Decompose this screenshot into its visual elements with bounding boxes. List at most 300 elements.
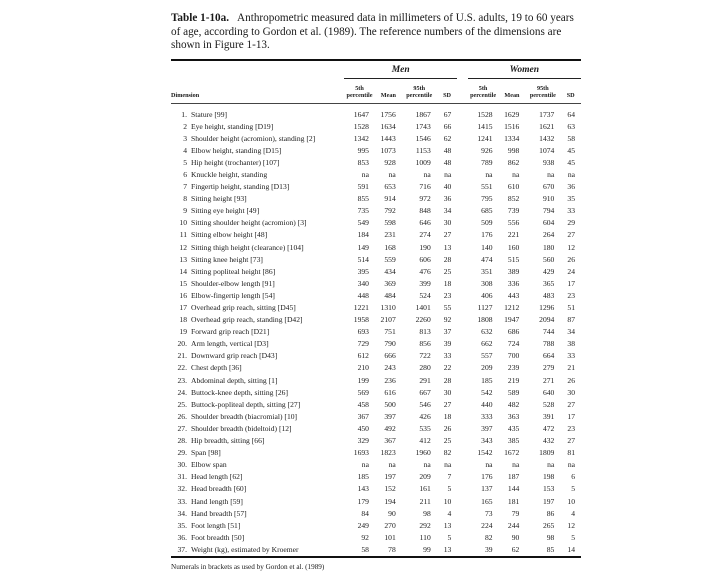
dimension-label: 19 Forward grip reach [D21] — [179, 327, 270, 337]
value-cell: 10 — [567, 496, 575, 506]
dimension-label: 27. Shoulder breadth (bideltoid) [12] — [177, 423, 292, 433]
value-cell: 23 — [567, 290, 575, 300]
value-cell: 271 — [542, 375, 555, 385]
value-cell: 440 — [481, 399, 493, 409]
dimension-label: 30. Elbow span — [177, 460, 227, 470]
value-cell: 87 — [567, 315, 575, 325]
value-cell: 910 — [542, 194, 555, 204]
value-cell: 1958 — [353, 315, 369, 325]
value-cell: 790 — [384, 339, 396, 349]
dimension-label: 4 Elbow height, standing [D15] — [183, 145, 282, 155]
value-cell: 78 — [388, 544, 396, 554]
value-cell: 664 — [542, 351, 555, 361]
value-cell: 36 — [443, 194, 452, 204]
value-cell: 1401 — [415, 303, 431, 312]
table-row — [171, 399, 581, 411]
value-cell: 27 — [443, 230, 452, 240]
value-cell: 686 — [507, 327, 520, 337]
value-cell: 244 — [507, 520, 520, 530]
dimension-label: 35. Foot length [51] — [177, 520, 241, 530]
value-cell: 5 — [571, 484, 575, 494]
value-cell: 855 — [357, 194, 369, 204]
value-cell: 7 — [447, 472, 452, 482]
value-cell: 197 — [542, 496, 555, 506]
table-row — [171, 181, 581, 193]
value-cell: 160 — [507, 242, 520, 252]
value-cell: 472 — [542, 423, 555, 433]
value-cell: 73 — [484, 508, 493, 518]
value-cell: 514 — [357, 254, 369, 264]
value-cell: 39 — [443, 339, 452, 349]
value-cell: na — [423, 169, 431, 179]
value-cell: 23 — [443, 290, 452, 300]
value-cell: 28 — [443, 375, 452, 385]
value-cell: 101 — [384, 532, 396, 542]
value-cell: 1009 — [415, 157, 431, 167]
value-cell: 179 — [357, 496, 369, 506]
column-header: 5th percentile — [346, 84, 373, 99]
value-cell: 197 — [384, 472, 396, 482]
value-cell: 542 — [481, 387, 493, 397]
table-footnote: Numerals in brackets as used by Gordon et al. (1989) — [171, 562, 325, 571]
value-cell: na — [547, 169, 555, 179]
value-cell: 1073 — [380, 145, 396, 155]
value-cell: 38 — [567, 339, 575, 349]
table-row — [171, 338, 581, 350]
value-cell: 632 — [481, 327, 493, 337]
value-cell: 27 — [567, 399, 575, 409]
value-cell: 231 — [384, 230, 396, 240]
value-cell: 39 — [484, 544, 493, 554]
value-cell: 1808 — [477, 315, 493, 325]
value-cell: 646 — [419, 218, 431, 228]
value-cell: 1867 — [415, 109, 431, 119]
value-cell: 1221 — [353, 303, 369, 312]
value-cell: 85 — [546, 544, 555, 554]
value-cell: na — [388, 169, 396, 179]
value-cell: 557 — [481, 351, 493, 361]
value-cell: 5 — [447, 484, 452, 494]
value-cell: 1621 — [539, 121, 555, 131]
value-cell: 1737 — [539, 109, 555, 119]
caption-text: Anthropometric measured data in millimeters of U.S. adults, 19 to 60 years of age, according to Gordon et al. (1989). The reference numbers of the dimensions are shown in Figure 1-13. — [171, 12, 574, 51]
value-cell: 1693 — [353, 448, 369, 458]
value-cell: 848 — [419, 206, 431, 216]
value-cell: 168 — [384, 242, 396, 252]
table-row — [171, 520, 581, 532]
dimension-label: 22. Chest depth [36] — [177, 363, 242, 373]
value-cell: 187 — [507, 472, 520, 482]
value-cell: 640 — [542, 387, 555, 397]
value-cell: 448 — [357, 290, 369, 300]
value-cell: 165 — [481, 496, 493, 506]
value-cell: 591 — [357, 182, 369, 192]
value-cell: 535 — [419, 423, 431, 433]
dimension-label: 11 Sitting elbow height [48] — [179, 230, 268, 240]
table-row — [171, 133, 581, 145]
value-cell: 435 — [507, 423, 520, 433]
value-cell: 329 — [357, 436, 369, 446]
value-cell: 185 — [481, 375, 493, 385]
column-header-dimension: Dimension — [171, 91, 200, 99]
value-cell: 2260 — [415, 315, 431, 325]
value-cell: 13 — [443, 520, 452, 530]
column-header: 95th percentile — [529, 84, 556, 99]
value-cell: 598 — [384, 218, 396, 228]
value-cell: 1809 — [539, 448, 555, 458]
value-cell: 190 — [419, 242, 431, 252]
dimension-label: 3 Shoulder height (acromion), standing [2] — [183, 133, 316, 143]
value-cell: 739 — [507, 206, 520, 216]
value-cell: 1960 — [415, 448, 431, 458]
value-cell: 426 — [419, 411, 431, 421]
value-cell: 280 — [419, 363, 431, 373]
value-cell: 34 — [443, 206, 452, 216]
value-cell: 1296 — [539, 303, 555, 312]
bottom-rule — [171, 557, 581, 561]
value-cell: 27 — [567, 436, 575, 446]
value-cell: 589 — [507, 387, 520, 397]
value-cell: 29 — [567, 218, 575, 228]
value-cell: 67 — [443, 109, 452, 119]
value-cell: 210 — [357, 363, 369, 373]
table-row — [171, 266, 581, 278]
value-cell: 176 — [481, 230, 493, 240]
value-cell: 474 — [481, 254, 493, 264]
table-row — [171, 169, 581, 181]
value-cell: 724 — [507, 339, 520, 349]
value-cell: 852 — [507, 194, 520, 204]
table-row — [171, 109, 581, 121]
value-cell: 395 — [357, 266, 369, 276]
value-cell: 153 — [542, 484, 555, 494]
value-cell: 24 — [567, 266, 575, 276]
value-cell: 483 — [542, 290, 555, 300]
value-cell: 397 — [384, 411, 396, 421]
value-cell: 90 — [511, 532, 520, 542]
value-cell: na — [388, 460, 396, 470]
column-header: 5th percentile — [470, 84, 497, 99]
dimension-label: 15 Shoulder-elbow length [91] — [179, 278, 275, 288]
value-cell: 12 — [567, 520, 575, 530]
value-cell: 17 — [567, 278, 575, 288]
value-cell: 744 — [542, 327, 555, 337]
table-row — [171, 471, 581, 483]
value-cell: 551 — [481, 182, 493, 192]
value-cell: 716 — [419, 182, 431, 192]
value-cell: 4 — [447, 508, 452, 518]
dimension-label: 1. Stature [99] — [181, 109, 228, 119]
table-row — [171, 242, 581, 254]
value-cell: 432 — [542, 436, 555, 446]
value-cell: 389 — [507, 266, 520, 276]
value-cell: 751 — [384, 327, 396, 337]
dimension-label: 32. Head breadth [60] — [177, 484, 247, 494]
value-cell: 700 — [507, 351, 520, 361]
value-cell: 729 — [357, 339, 369, 349]
value-cell: 40 — [443, 182, 452, 192]
value-cell: 1415 — [477, 121, 493, 131]
value-cell: 1947 — [504, 315, 520, 325]
value-cell: na — [485, 169, 493, 179]
table-caption — [171, 12, 581, 53]
column-header: SD — [566, 91, 575, 99]
value-cell: 1432 — [539, 133, 555, 143]
value-cell: 140 — [481, 242, 493, 252]
value-cell: 662 — [481, 339, 493, 349]
value-cell: 1647 — [353, 109, 369, 119]
table-row — [171, 314, 581, 326]
value-cell: 308 — [481, 278, 493, 288]
value-cell: 569 — [357, 387, 369, 397]
value-cell: 476 — [419, 266, 431, 276]
value-cell: 18 — [443, 278, 452, 288]
value-cell: 363 — [507, 411, 520, 421]
dimension-label: 6 Knuckle height, standing — [183, 169, 268, 179]
dimension-label: 31. Head length [62] — [177, 472, 243, 482]
dimension-label: 24. Buttock-knee depth, sitting [26] — [177, 387, 289, 397]
value-cell: 1743 — [415, 121, 431, 131]
value-cell: 4 — [571, 508, 575, 518]
dimension-label: 26. Shoulder breadth (biacromial) [10] — [177, 411, 298, 421]
table-label: Table 1-10a. — [171, 12, 230, 24]
value-cell: 149 — [357, 242, 369, 252]
value-cell: 1310 — [380, 303, 396, 312]
dimension-label: 21. Downward grip reach [D43] — [177, 351, 278, 361]
value-cell: 1334 — [504, 133, 520, 143]
value-cell: 1074 — [539, 145, 555, 155]
value-cell: 735 — [357, 206, 369, 216]
table-row — [171, 411, 581, 423]
value-cell: 92 — [361, 532, 369, 542]
value-cell: 48 — [443, 157, 452, 167]
value-cell: 333 — [481, 411, 493, 421]
value-cell: 6 — [571, 472, 575, 482]
value-cell: 1546 — [415, 133, 431, 143]
value-cell: 90 — [388, 508, 396, 518]
value-cell: 1756 — [380, 109, 396, 119]
value-cell: na — [444, 460, 452, 470]
value-cell: 612 — [357, 351, 369, 361]
value-cell: 1342 — [353, 133, 369, 143]
value-cell: 45 — [567, 145, 575, 155]
table-row — [171, 496, 581, 508]
value-cell: 794 — [542, 206, 555, 216]
dimension-label: 33. Hand length [59] — [177, 496, 243, 506]
value-cell: na — [485, 460, 493, 470]
group-header-men: Men — [391, 64, 410, 75]
value-cell: 48 — [443, 145, 452, 155]
value-cell: 55 — [443, 303, 452, 312]
value-cell: 270 — [384, 520, 396, 530]
value-cell: 26 — [567, 254, 575, 264]
value-cell: na — [567, 460, 575, 470]
value-cell: 412 — [419, 436, 431, 446]
value-cell: 406 — [481, 290, 493, 300]
value-cell: 722 — [419, 351, 431, 361]
value-cell: 693 — [357, 327, 369, 337]
value-cell: 25 — [443, 266, 452, 276]
value-cell: 13 — [443, 544, 452, 554]
value-cell: 33 — [567, 206, 575, 216]
value-cell: 343 — [481, 436, 493, 446]
dimension-label: 9 Sitting eye height [49] — [183, 206, 260, 216]
value-cell: 264 — [542, 230, 555, 240]
value-cell: 25 — [443, 436, 452, 446]
value-cell: 12 — [567, 242, 575, 252]
value-cell: 194 — [384, 496, 396, 506]
value-cell: 1528 — [353, 121, 369, 131]
value-cell: 351 — [481, 266, 493, 276]
value-cell: 938 — [542, 157, 555, 167]
value-cell: 236 — [384, 375, 396, 385]
value-cell: 399 — [419, 278, 431, 288]
value-cell: 653 — [384, 182, 396, 192]
value-cell: na — [512, 460, 520, 470]
value-cell: 36 — [567, 182, 575, 192]
value-cell: 367 — [357, 411, 369, 421]
value-cell: 604 — [542, 218, 555, 228]
value-cell: 144 — [507, 484, 520, 494]
table-row — [171, 326, 581, 338]
column-header: Mean — [380, 91, 396, 99]
value-cell: 1443 — [380, 133, 396, 143]
value-cell: 391 — [542, 411, 555, 421]
value-cell: 928 — [384, 157, 396, 167]
value-cell: 5 — [571, 532, 575, 542]
dimension-label: 25. Buttock-popliteal depth, sitting [27] — [177, 399, 301, 409]
value-cell: 30 — [567, 387, 575, 397]
dimension-label: 12 Sitting thigh height (clearance) [104] — [179, 242, 304, 252]
dimension-label: 2 Eye height, standing [D19] — [183, 121, 274, 131]
value-cell: 367 — [384, 436, 396, 446]
value-cell: 1241 — [477, 133, 493, 143]
value-cell: 914 — [384, 194, 396, 204]
value-cell: 443 — [507, 290, 520, 300]
value-cell: 239 — [507, 363, 520, 373]
table-row — [171, 375, 581, 387]
value-cell: 224 — [481, 520, 493, 530]
value-cell: 1127 — [477, 303, 493, 312]
value-cell: 82 — [443, 448, 452, 458]
table-row — [171, 229, 581, 241]
value-cell: 549 — [357, 218, 369, 228]
value-cell: 279 — [542, 363, 555, 373]
value-cell: 1823 — [380, 448, 396, 458]
value-cell: 63 — [567, 121, 575, 131]
value-cell: na — [547, 460, 555, 470]
value-cell: na — [444, 169, 452, 179]
table-row — [171, 145, 581, 157]
value-cell: 616 — [384, 387, 396, 397]
table-row — [171, 290, 581, 302]
value-cell: 249 — [357, 520, 369, 530]
value-cell: 45 — [567, 157, 575, 167]
table-row — [171, 278, 581, 290]
value-cell: 429 — [542, 266, 555, 276]
value-cell: 161 — [419, 484, 431, 494]
value-cell: 450 — [357, 423, 369, 433]
value-cell: 546 — [419, 399, 431, 409]
value-cell: 365 — [542, 278, 555, 288]
value-cell: na — [361, 460, 369, 470]
value-cell: 856 — [419, 339, 431, 349]
anthropometric-table — [171, 61, 581, 561]
value-cell: 185 — [357, 472, 369, 482]
value-cell: 30 — [443, 387, 452, 397]
value-cell: na — [423, 460, 431, 470]
value-cell: 274 — [419, 230, 431, 240]
value-cell: 1629 — [504, 109, 520, 119]
table-row — [171, 205, 581, 217]
value-cell: 1542 — [477, 448, 493, 458]
value-cell: 292 — [419, 520, 431, 530]
value-cell: 853 — [357, 157, 369, 167]
value-cell: 137 — [481, 484, 493, 494]
value-cell: 397 — [481, 423, 493, 433]
value-cell: 1212 — [504, 303, 520, 312]
table-row — [171, 544, 581, 557]
dimension-label: 17 Overhead grip reach, sitting [D45] — [179, 303, 296, 312]
column-header: 95th percentile — [406, 84, 433, 99]
value-cell: 788 — [542, 339, 555, 349]
value-cell: 17 — [567, 411, 575, 421]
value-cell: na — [567, 169, 575, 179]
value-cell: 998 — [507, 145, 520, 155]
table-row — [171, 350, 581, 362]
value-cell: 37 — [443, 327, 452, 337]
value-cell: 23 — [567, 423, 575, 433]
value-cell: 79 — [511, 508, 520, 518]
value-cell: 181 — [507, 496, 520, 506]
table-row — [171, 508, 581, 520]
dimension-label: 16 Elbow-fingertip length [54] — [179, 290, 275, 300]
dimension-label: 14 Sitting popliteal height [86] — [179, 266, 276, 276]
value-cell: 336 — [507, 278, 520, 288]
value-cell: na — [361, 169, 369, 179]
value-cell: 84 — [361, 508, 369, 518]
dimension-label: 13 Sitting knee height [73] — [179, 254, 263, 264]
value-cell: 995 — [357, 145, 369, 155]
value-cell: 64 — [567, 109, 575, 119]
table-row — [171, 435, 581, 447]
dimension-label: 36. Foot breadth [50] — [177, 532, 245, 542]
value-cell: 51 — [567, 303, 575, 312]
value-cell: 34 — [567, 327, 575, 337]
value-cell: 795 — [481, 194, 493, 204]
value-cell: 66 — [443, 121, 452, 131]
value-cell: 813 — [419, 327, 431, 337]
value-cell: 862 — [507, 157, 520, 167]
value-cell: 515 — [507, 254, 520, 264]
dimension-label: 29. Span [98] — [177, 448, 221, 458]
value-cell: 10 — [443, 496, 452, 506]
value-cell: 26 — [443, 423, 452, 433]
value-cell: 62 — [511, 544, 520, 554]
value-cell: 458 — [357, 399, 369, 409]
value-cell: 492 — [384, 423, 396, 433]
value-cell: 22 — [443, 363, 452, 373]
value-cell: 606 — [419, 254, 431, 264]
value-cell: 58 — [361, 544, 369, 554]
table-row — [171, 532, 581, 544]
value-cell: 58 — [567, 133, 575, 143]
value-cell: 2107 — [380, 315, 396, 325]
table-row — [171, 157, 581, 169]
value-cell: 33 — [567, 351, 575, 361]
value-cell: 666 — [384, 351, 396, 361]
column-header: SD — [443, 91, 451, 99]
